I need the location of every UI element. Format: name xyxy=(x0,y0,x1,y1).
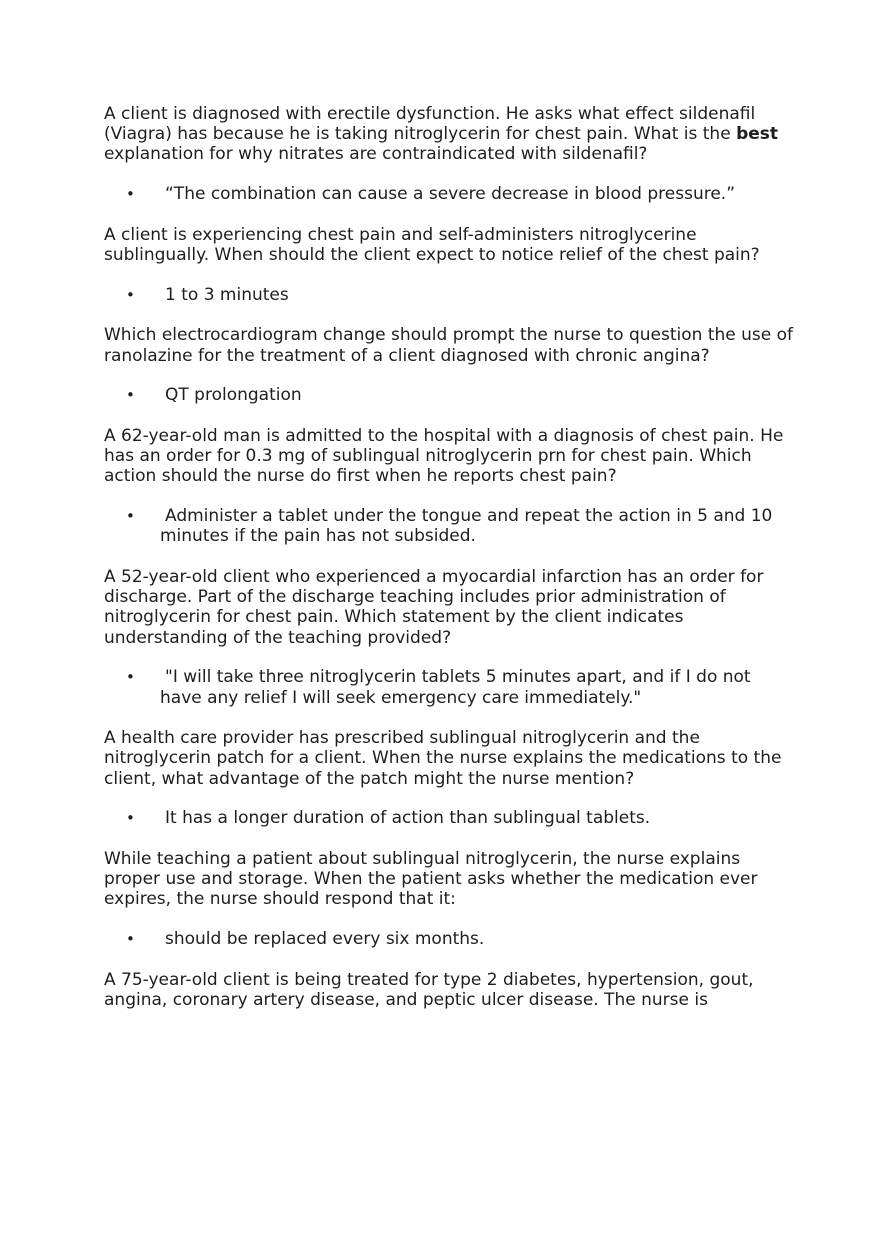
question-8: A 75-year-old client is being treated for type 2 diabetes, hypertension, gout, angina, coronary artery disease, and peptic ulcer disease. The nurse is xyxy=(104,969,754,1011)
answer-1 xyxy=(104,184,794,204)
answer-list-3 xyxy=(104,385,794,405)
question-6: A health care provider has prescribed sublingual nitroglycerin and the nitroglycerin patch for a client. When the nurse explains the medications to the client, what advantage of the patch might the nurse mention? xyxy=(104,728,782,789)
answer-7-text: should be replaced every six months. xyxy=(165,929,485,950)
question-5: A 52-year-old client who experienced a myocardial infarction has an order for discharge. Part of the discharge teaching includes prior administration of nitroglycerin for chest pain. Which statement by the client indicates understanding of the teaching provided? xyxy=(104,567,764,648)
bullet-icon: • xyxy=(126,386,135,405)
answer-3-text: QT prolongation xyxy=(165,385,302,406)
question-7: While teaching a patient about sublingual nitroglycerin, the nurse explains proper use and storage. When the patient asks whether the medication ever expires, the nurse should respond that it: xyxy=(104,849,758,910)
question-1 xyxy=(104,104,794,165)
answer-list-5 xyxy=(104,667,794,707)
bullet-icon: • xyxy=(126,809,135,828)
answer-2-text: 1 to 3 minutes xyxy=(165,284,289,305)
answer-list-4 xyxy=(104,506,794,546)
bullet-icon: • xyxy=(126,668,135,687)
answer-6 xyxy=(104,808,794,828)
question-3: Which electrocardiogram change should prompt the nurse to question the use of ranolazine for the treatment of a client diagnosed with chronic angina? xyxy=(104,325,794,366)
answer-list-2 xyxy=(104,285,794,305)
answer-list-6 xyxy=(104,808,794,828)
answer-7 xyxy=(104,929,794,949)
answer-4-text: Administer a tablet under the tongue and repeat the action in 5 and 10 minutes if the pain has not subsided. xyxy=(160,506,773,547)
answer-5-text: "I will take three nitroglycerin tablets 5 minutes apart, and if I do not have any relief I will seek emergency care immediately." xyxy=(160,667,751,708)
answer-list-7 xyxy=(104,929,794,949)
bullet-icon: • xyxy=(126,285,135,304)
answer-1-text: “The combination can cause a severe decrease in blood pressure.” xyxy=(165,184,736,205)
answer-list-1 xyxy=(104,184,794,204)
bullet-icon: • xyxy=(126,185,135,204)
question-1-text-start: A client is diagnosed with erectile dysfunction. He asks what effect sildenafil (Viagra) has because he is taking nitroglycerin for chest pain. What is the xyxy=(104,104,756,145)
question-2: A client is experiencing chest pain and self-administers nitroglycerine sublingually. When should the client expect to notice relief of the chest pain? xyxy=(104,224,760,266)
answer-6-text: It has a longer duration of action than sublingual tablets. xyxy=(165,808,651,829)
document-page xyxy=(104,104,794,1010)
answer-5 xyxy=(104,667,794,707)
question-1-text-end: explanation for why nitrates are contraindicated with sildenafil? xyxy=(104,144,648,165)
question-1-emphasis: best xyxy=(736,124,779,145)
answer-2 xyxy=(104,285,794,305)
answer-3 xyxy=(104,385,794,405)
answer-4 xyxy=(104,506,794,546)
question-4: A 62-year-old man is admitted to the hospital with a diagnosis of chest pain. He has an order for 0.3 mg of sublingual nitroglycerin prn for chest pain. Which action should the nurse do first when he reports chest pain? xyxy=(104,426,784,487)
bullet-icon: • xyxy=(126,930,135,949)
bullet-icon: • xyxy=(126,507,135,526)
